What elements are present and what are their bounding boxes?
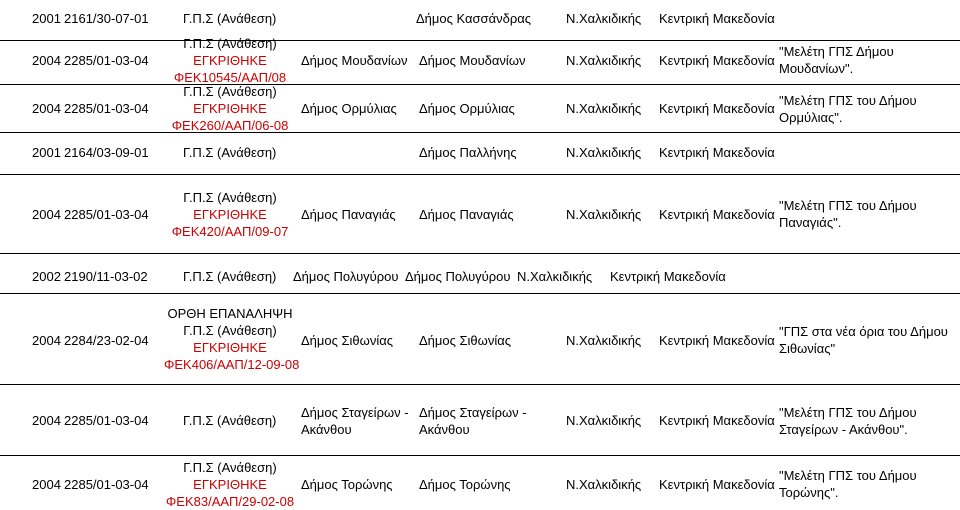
row-divider xyxy=(0,132,960,133)
municipality-cell: Δήμος Σιθωνίας xyxy=(301,333,393,348)
status-cell: Γ.Π.Σ (Ανάθεση) xyxy=(183,460,277,475)
region-cell: Κεντρική Μακεδονία xyxy=(659,413,775,428)
municipality-cell: Δήμος Ορμύλιας xyxy=(419,101,515,116)
gazette-reference: ΦΕΚ83/ΑΑΠ/29-02-08 xyxy=(165,494,295,509)
municipality-cell: Δήμος Σταγείρων - Ακάνθου xyxy=(301,405,409,437)
approved-status: ΕΓΚΡΙΘΗΚΕ xyxy=(193,207,267,222)
region-cell: Κεντρική Μακεδονία xyxy=(659,333,775,348)
prefecture-cell: Ν.Χαλκιδικής xyxy=(566,145,642,160)
municipality-cell: Δήμος Κασσάνδρας xyxy=(416,11,532,26)
status-cell: Γ.Π.Σ (Ανάθεση) xyxy=(183,190,277,205)
year-cell: 2004 xyxy=(32,413,61,428)
gazette-reference: ΦΕΚ420/ΑΑΠ/09-07 xyxy=(171,224,289,239)
correction-notice: ΟΡΘΗ ΕΠΑΝΑΛΗΨΗ xyxy=(167,306,293,321)
decision-code-cell: 2161/30-07-01 xyxy=(64,11,149,26)
municipality-cell: Δήμος Σταγείρων - Ακάνθου xyxy=(419,405,527,437)
gazette-reference: ΦΕΚ260/ΑΑΠ/06-08 xyxy=(171,118,289,133)
year-cell: 2001 xyxy=(32,11,61,26)
row-divider xyxy=(0,384,960,385)
year-cell: 2004 xyxy=(32,477,61,492)
row-divider xyxy=(0,293,960,294)
status-cell: Γ.Π.Σ (Ανάθεση) xyxy=(183,84,277,99)
decision-code-cell: 2285/01-03-04 xyxy=(64,53,149,68)
decision-code-cell: 2285/01-03-04 xyxy=(64,207,149,222)
gazette-reference: ΦΕΚ10545/ΑΑΠ/08 xyxy=(173,70,287,85)
description-cell: "Μελέτη ΓΠΣ του Δήμου Παναγιάς". xyxy=(779,198,917,230)
status-cell: Γ.Π.Σ (Ανάθεση) xyxy=(183,36,277,51)
status-cell: Γ.Π.Σ (Ανάθεση) xyxy=(183,269,277,284)
region-cell: Κεντρική Μακεδονία xyxy=(659,207,775,222)
prefecture-cell: Ν.Χαλκιδικής xyxy=(566,11,642,26)
municipality-cell: Δήμος Ορμύλιας xyxy=(301,101,397,116)
status-cell: Γ.Π.Σ (Ανάθεση) xyxy=(183,413,277,428)
decision-code-cell: 2285/01-03-04 xyxy=(64,101,149,116)
prefecture-cell: Ν.Χαλκιδικής xyxy=(566,413,642,428)
status-cell: Γ.Π.Σ (Ανάθεση) xyxy=(183,145,277,160)
region-cell: Κεντρική Μακεδονία xyxy=(659,101,775,116)
region-cell: Κεντρική Μακεδονία xyxy=(610,269,726,284)
approved-status: ΕΓΚΡΙΘΗΚΕ xyxy=(193,53,267,68)
region-cell: Κεντρική Μακεδονία xyxy=(659,145,775,160)
year-cell: 2004 xyxy=(32,101,61,116)
year-cell: 2001 xyxy=(32,145,61,160)
prefecture-cell: Ν.Χαλκιδικής xyxy=(566,333,642,348)
description-cell: "Μελέτη ΓΠΣ του Δήμου Ορμύλιας". xyxy=(779,93,917,125)
decision-code-cell: 2164/03-09-01 xyxy=(64,145,149,160)
decision-code-cell: 2285/01-03-04 xyxy=(64,413,149,428)
region-cell: Κεντρική Μακεδονία xyxy=(659,53,775,68)
prefecture-cell: Ν.Χαλκιδικής xyxy=(566,101,642,116)
prefecture-cell: Ν.Χαλκιδικής xyxy=(566,477,642,492)
region-cell: Κεντρική Μακεδονία xyxy=(659,477,775,492)
decision-code-cell: 2190/11-03-02 xyxy=(64,269,148,284)
approved-status: ΕΓΚΡΙΘΗΚΕ xyxy=(193,101,267,116)
municipality-cell: Δήμος Μουδανίων xyxy=(419,53,526,68)
prefecture-cell: Ν.Χαλκιδικής xyxy=(517,269,593,284)
region-cell: Κεντρική Μακεδονία xyxy=(659,11,775,26)
municipality-cell: Δήμος Μουδανίων xyxy=(301,53,408,68)
municipality-cell: Δήμος Τορώνης xyxy=(419,477,511,492)
row-divider xyxy=(0,253,960,254)
decision-code-cell: 2284/23-02-04 xyxy=(64,333,149,348)
year-cell: 2002 xyxy=(32,269,61,284)
municipality-cell: Δήμος Τορώνης xyxy=(301,477,393,492)
row-divider xyxy=(0,455,960,456)
municipality-cell: Δήμος Παλλήνης xyxy=(419,145,517,160)
description-cell: "Μελέτη ΓΠΣ του Δήμου Σταγείρων - Ακάνθου". xyxy=(779,405,917,437)
description-cell: "Μελέτη ΓΠΣ Δήμου Μουδανίων". xyxy=(779,44,894,76)
prefecture-cell: Ν.Χαλκιδικής xyxy=(566,207,642,222)
municipality-cell: Δήμος Σιθωνίας xyxy=(419,333,511,348)
municipality-cell: Δήμος Πολυγύρου xyxy=(405,269,511,284)
approved-status: ΕΓΚΡΙΘΗΚΕ xyxy=(193,340,267,355)
year-cell: 2004 xyxy=(32,207,61,222)
municipality-cell: Δήμος Πολυγύρου xyxy=(293,269,399,284)
row-divider xyxy=(0,40,960,41)
approved-status: ΕΓΚΡΙΘΗΚΕ xyxy=(193,477,267,492)
year-cell: 2004 xyxy=(32,53,61,68)
decision-code-cell: 2285/01-03-04 xyxy=(64,477,149,492)
row-divider xyxy=(0,174,960,175)
status-cell: Γ.Π.Σ (Ανάθεση) xyxy=(183,11,277,26)
gazette-reference: ΦΕΚ406/ΑΑΠ/12-09-08 xyxy=(164,357,300,372)
prefecture-cell: Ν.Χαλκιδικής xyxy=(566,53,642,68)
status-cell: Γ.Π.Σ (Ανάθεση) xyxy=(183,323,277,338)
municipality-cell: Δήμος Παναγιάς xyxy=(301,207,396,222)
year-cell: 2004 xyxy=(32,333,61,348)
description-cell: "ΓΠΣ στα νέα όρια του Δήμου Σιθωνίας" xyxy=(779,324,948,356)
description-cell: "Μελέτη ΓΠΣ του Δήμου Τορώνης". xyxy=(779,468,917,500)
row-divider xyxy=(0,84,960,85)
municipality-cell: Δήμος Παναγιάς xyxy=(419,207,514,222)
